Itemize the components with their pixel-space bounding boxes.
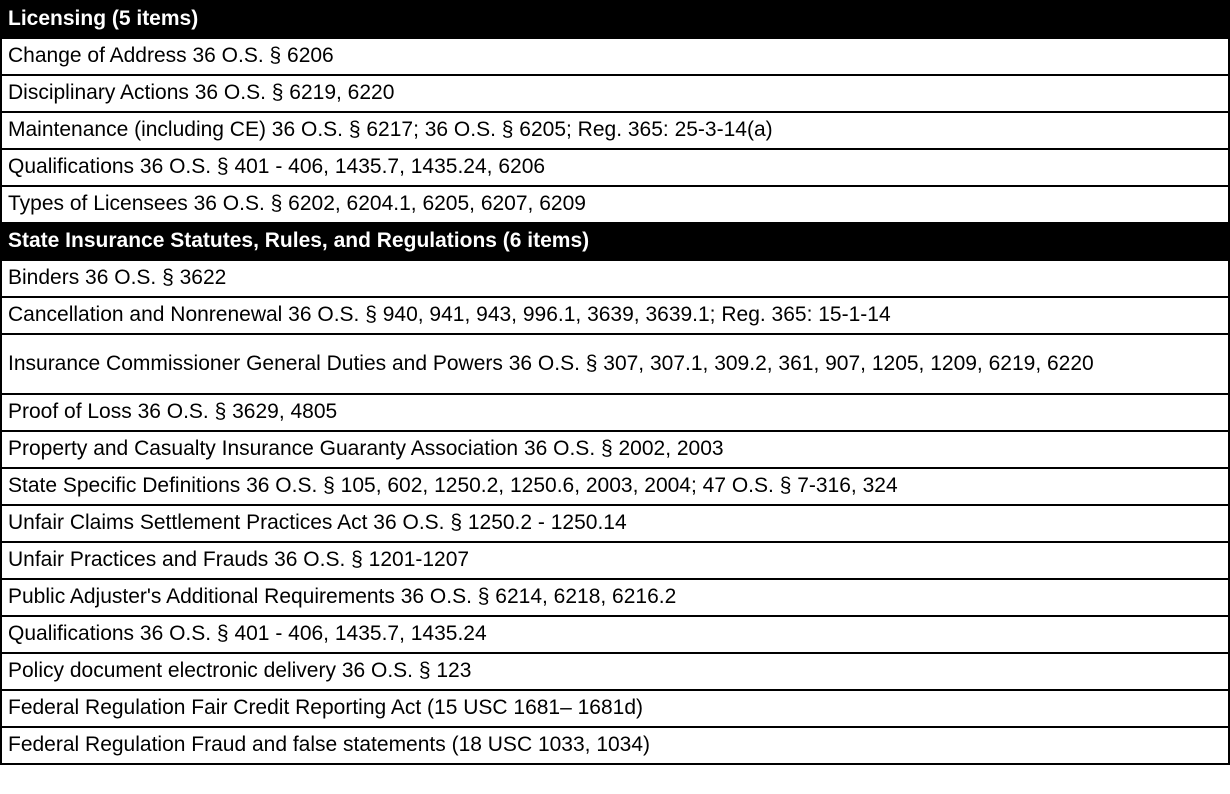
row-text: Insurance Commissioner General Duties and Powers 36 O.S. § 307, 307.1, 309.2, 361, 907, 1205, 1209, 6219, 6220 [1, 334, 1229, 394]
row-text: Maintenance (including CE) 36 O.S. § 6217; 36 O.S. § 6205; Reg. 365: 25-3-14(a) [1, 112, 1229, 149]
table-row [1, 260, 1229, 297]
row-text: Qualifications 36 O.S. § 401 - 406, 1435.7, 1435.24 [1, 616, 1229, 653]
row-text: Federal Regulation Fraud and false statements (18 USC 1033, 1034) [1, 727, 1229, 764]
table-row [1, 727, 1229, 764]
row-text: Qualifications 36 O.S. § 401 - 406, 1435.7, 1435.24, 6206 [1, 149, 1229, 186]
row-text: Binders 36 O.S. § 3622 [1, 260, 1229, 297]
table-row [1, 297, 1229, 334]
row-text: Policy document electronic delivery 36 O.S. § 123 [1, 653, 1229, 690]
table-row [1, 394, 1229, 431]
section-title: State Insurance Statutes, Rules, and Regulations (6 items) [1, 223, 1229, 260]
section-title: Licensing (5 items) [1, 1, 1229, 38]
row-text: Cancellation and Nonrenewal 36 O.S. § 940, 941, 943, 996.1, 3639, 3639.1; Reg. 365: 15-1-14 [1, 297, 1229, 334]
table-row [1, 38, 1229, 75]
row-text: Disciplinary Actions 36 O.S. § 6219, 6220 [1, 75, 1229, 112]
table-row [1, 653, 1229, 690]
row-text: Federal Regulation Fair Credit Reporting Act (15 USC 1681– 1681d) [1, 690, 1229, 727]
row-text: Unfair Claims Settlement Practices Act 36 O.S. § 1250.2 - 1250.14 [1, 505, 1229, 542]
table-row [1, 468, 1229, 505]
table-row [1, 112, 1229, 149]
row-text: Public Adjuster's Additional Requirements 36 O.S. § 6214, 6218, 6216.2 [1, 579, 1229, 616]
section-header-licensing [1, 1, 1229, 38]
table-row [1, 542, 1229, 579]
row-text: Property and Casualty Insurance Guaranty Association 36 O.S. § 2002, 2003 [1, 431, 1229, 468]
row-text: Unfair Practices and Frauds 36 O.S. § 1201-1207 [1, 542, 1229, 579]
table-row [1, 431, 1229, 468]
row-text: Change of Address 36 O.S. § 6206 [1, 38, 1229, 75]
table-row [1, 75, 1229, 112]
table-row [1, 579, 1229, 616]
section-header-state-insurance [1, 223, 1229, 260]
table-row [1, 149, 1229, 186]
row-text: State Specific Definitions 36 O.S. § 105, 602, 1250.2, 1250.6, 2003, 2004; 47 O.S. § 7-316, 324 [1, 468, 1229, 505]
row-text: Types of Licensees 36 O.S. § 6202, 6204.1, 6205, 6207, 6209 [1, 186, 1229, 223]
table-row [1, 690, 1229, 727]
table-row [1, 616, 1229, 653]
table-row [1, 505, 1229, 542]
table-row [1, 334, 1229, 394]
table-row [1, 186, 1229, 223]
row-text: Proof of Loss 36 O.S. § 3629, 4805 [1, 394, 1229, 431]
